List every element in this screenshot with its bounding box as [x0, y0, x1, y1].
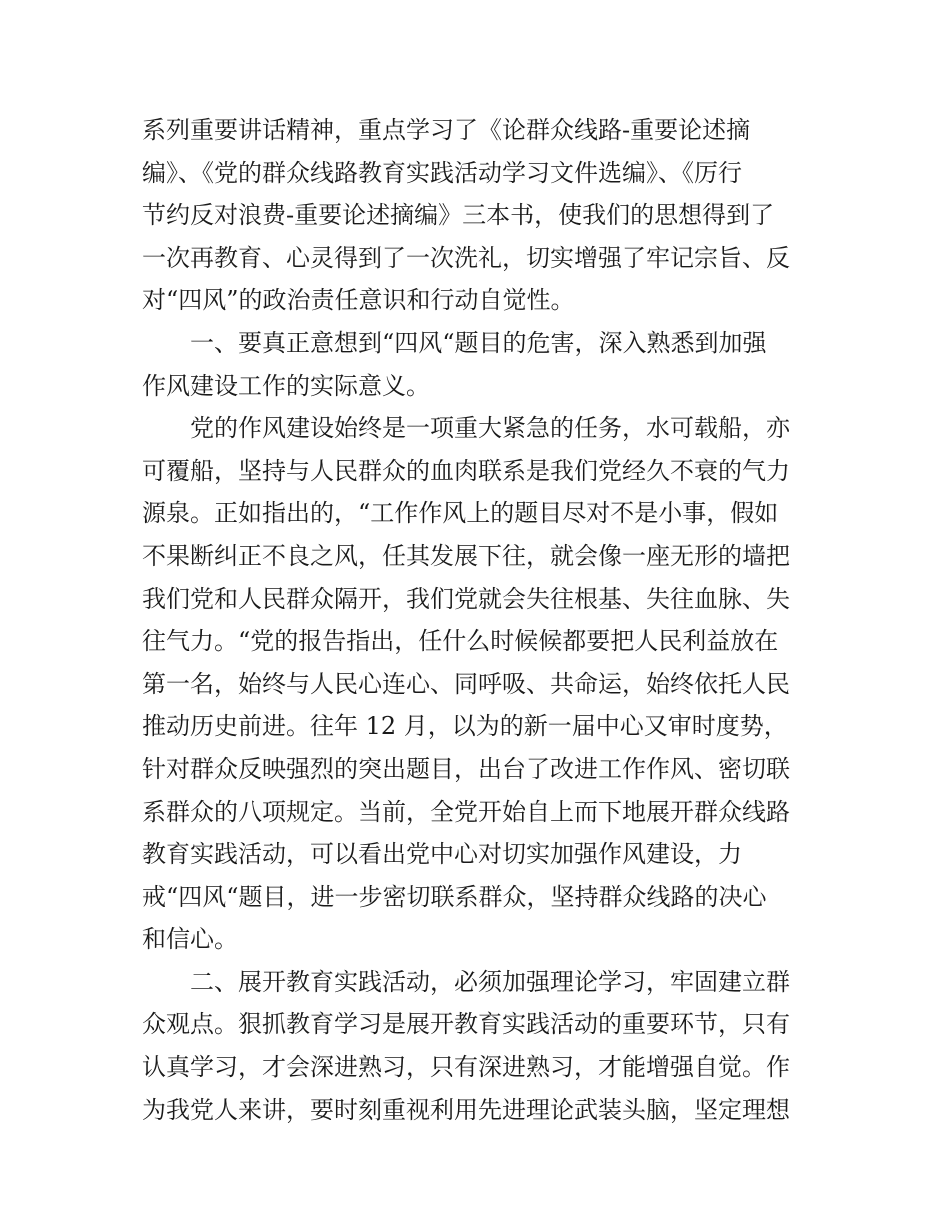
text-line: 针对群众反映强烈的突出题目，出台了改进工作作风、密切联: [142, 754, 790, 783]
text-line: 众观点。狠抓教育学习是展开教育实践活动的重要环节，只有: [142, 1010, 790, 1039]
text-line: 第一名，始终与人民心连心、同呼吸、共命运，始终依托人民: [142, 669, 790, 698]
text-line: 源泉。正如指出的，“工作作风上的题目尽对不是小事，假如: [142, 499, 779, 528]
text-line: 一次再教育、心灵得到了一次洗礼，切实增强了牢记宗旨、反: [142, 243, 790, 272]
text-line: 系群众的八项规定。当前，全党开始自上而下地展开群众线路: [142, 797, 790, 826]
text-line: 戒“四风“题目，进一步密切联系群众，坚持群众线路的决心: [142, 882, 767, 911]
section-heading-2: 二、展开教育实践活动，必须加强理论学习，牢固建立群: [142, 967, 790, 996]
text-line: 可覆船，坚持与人民群众的血肉联系是我们党经久不衰的气力: [142, 456, 790, 485]
text-line: 对“四风”的政治责任意识和行动自觉性。: [142, 286, 575, 315]
text-line: 教育实践活动，可以看出党中心对切实加强作风建设，力: [142, 840, 742, 869]
section-heading-1: 一、要真正意想到“四风“题目的危害，深入熟悉到加强: [142, 328, 767, 357]
text-line: 我们党和人民群众隔开，我们党就会失往根基、失往血脉、失: [142, 584, 790, 613]
text-line: 作风建设工作的实际意义。: [142, 371, 430, 400]
text-line: 推动历史前进。往年 12 月，以为的新一届中心又审时度势，: [142, 712, 788, 741]
text-line: 编》、《党的群众线路教育实践活动学习文件选编》、《厉行: [142, 158, 742, 187]
text-line: 和信心。: [142, 925, 238, 954]
text-line: 不果断纠正不良之风，任其发展下往，就会像一座无形的墙把: [142, 541, 790, 570]
text-line: 认真学习，才会深进熟习，只有深进熟习，才能增强自觉。作: [142, 1053, 790, 1082]
text-line: 为我党人来讲，要时刻重视利用先进理论武装头脑，坚定理想: [142, 1095, 790, 1124]
text-line: 往气力。“党的报告指出，任什么时候候都要把人民利益放在: [142, 627, 779, 656]
body-text: [142, 109, 822, 1131]
text-line: 系列重要讲话精神，重点学习了《论群众线路-重要论述摘: [142, 116, 751, 144]
text-line: 党的作风建设始终是一项重大紧急的任务，水可载船，亦: [142, 414, 790, 443]
text-line: 节约反对浪费-重要论述摘编》三本书，使我们的思想得到了: [142, 201, 775, 230]
